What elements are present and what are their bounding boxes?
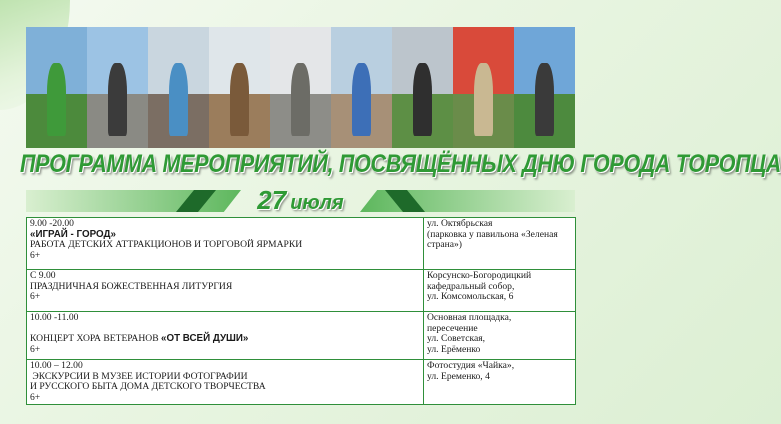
photo-church-statue	[514, 27, 575, 148]
place-line: ул. Ерёменко	[427, 343, 481, 355]
date-day: 27	[257, 185, 287, 215]
event-cell	[27, 360, 424, 405]
date-band	[26, 185, 575, 215]
photo-seated-statue	[270, 27, 331, 148]
place-cell	[424, 218, 576, 270]
event-age: 6+	[30, 391, 41, 403]
event-highlight: «ОТ ВСЕЙ ДУШИ»	[161, 333, 249, 345]
table-row	[27, 360, 576, 405]
event-cell	[27, 270, 424, 312]
date-month: июля	[290, 192, 344, 214]
event-age: 6+	[30, 249, 41, 261]
table-row	[27, 218, 576, 270]
event-time: 10.00 – 12.00	[30, 360, 83, 371]
place-line: (парковка у павильона «Зеленая	[427, 228, 558, 240]
place-line: страна»)	[427, 239, 463, 251]
event-title-prefix: КОНЦЕРТ ХОРА ВЕТЕРАНОВ	[30, 333, 161, 345]
event-cell	[27, 312, 424, 360]
photo-dancers	[331, 27, 392, 148]
event-time: 10.00 -11.00	[30, 312, 79, 323]
event-age: 6+	[30, 343, 41, 355]
event-title: ПРАЗДНИЧНАЯ БОЖЕСТВЕННАЯ ЛИТУРГИЯ	[30, 280, 233, 292]
photo-red-banner	[453, 27, 514, 148]
place-cell	[424, 312, 576, 360]
event-title	[30, 334, 420, 345]
place-cell	[424, 270, 576, 312]
place-line: ул. Комсомольская, 6	[427, 291, 514, 303]
photo-wooden-tower	[209, 27, 270, 148]
event-title: РАБОТА ДЕТСКИХ АТТРАКЦИОНОВ И ТОРГОВОЙ ЯРМАРКИ	[30, 239, 303, 251]
photo-collage	[26, 27, 575, 148]
place-cell	[424, 360, 576, 405]
event-date	[241, 185, 360, 216]
place-line: ул. Еременко, 4	[427, 370, 490, 382]
event-cell	[27, 218, 424, 270]
events-table	[26, 217, 576, 405]
place-line: Корсунско-Богородицкий	[427, 270, 532, 281]
event-age: 6+	[30, 291, 41, 303]
photo-lenin-statue	[392, 27, 453, 148]
event-time: 9.00 -20.00	[30, 218, 74, 229]
table-row	[27, 270, 576, 312]
photo-street-parade	[148, 27, 209, 148]
page-title: ПРОГРАММА МЕРОПРИЯТИЙ, ПОСВЯЩЁННЫХ ДНЮ ГОРОДА ТОРОПЦА	[20, 150, 781, 178]
photo-monument-pair	[87, 27, 148, 148]
table-row	[27, 312, 576, 360]
event-title-line2: И РУССКОГО БЫТА ДОМА ДЕТСКОГО ТВОРЧЕСТВА	[30, 381, 266, 393]
place-line: пересечение	[427, 322, 478, 334]
place-line: ул. Октябрьская	[427, 218, 493, 229]
event-highlight: «ИГРАЙ - ГОРОД»	[30, 228, 116, 240]
place-line: ул. Советская,	[427, 333, 486, 345]
place-line: Основная площадка,	[427, 312, 512, 323]
event-time: С 9.00	[30, 270, 56, 281]
event-title: ЭКСКУРСИИ В МУЗЕЕ ИСТОРИИ ФОТОГРАФИИ	[30, 370, 248, 382]
photo-folk-costume	[26, 27, 87, 148]
place-line: кафедральный собор,	[427, 280, 515, 292]
place-line: Фотостудия «Чайка»,	[427, 360, 515, 371]
